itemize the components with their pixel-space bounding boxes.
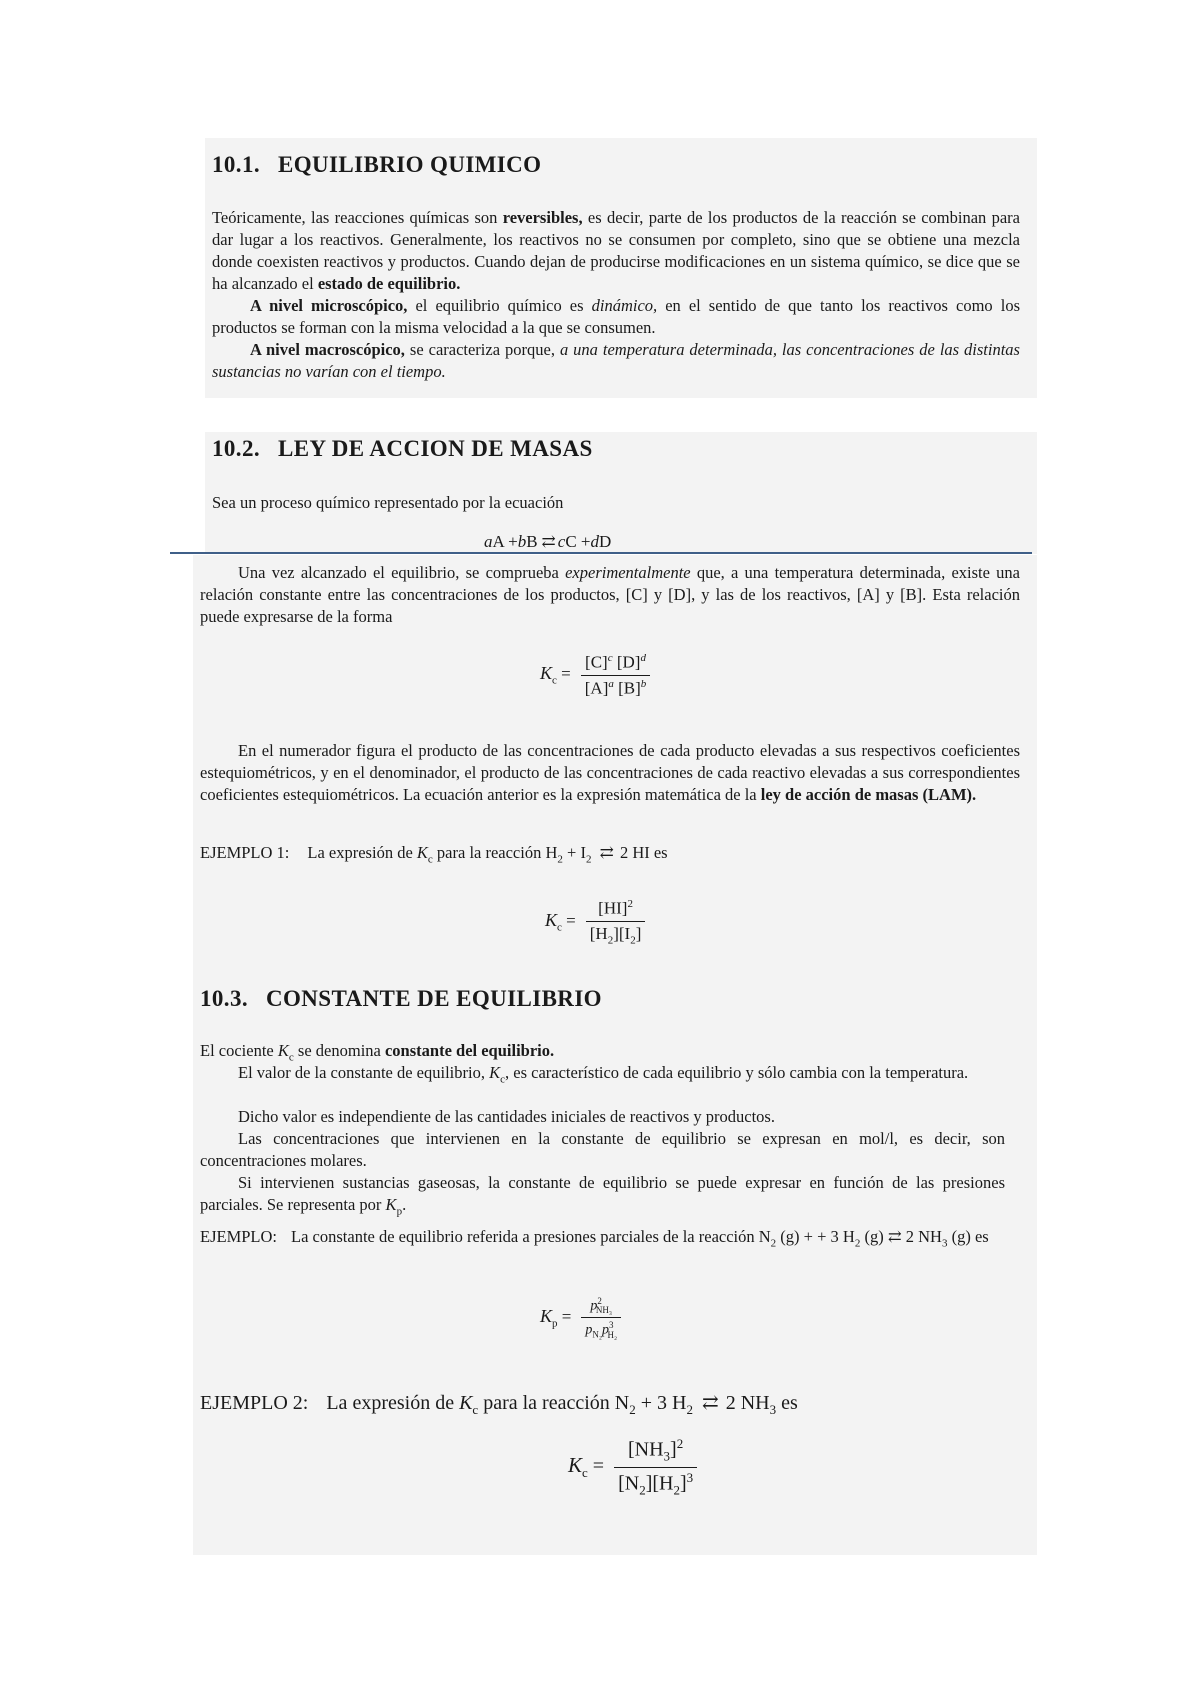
paragraph: El cociente $K_c$ se denomina constante del equilibrio. bbox=[200, 1041, 555, 1064]
bold-term: A nivel macroscópico, bbox=[250, 340, 405, 359]
kc-symbol: $K_c$ = bbox=[545, 910, 576, 934]
text: se caracteriza porque, bbox=[404, 340, 560, 359]
denominator: $[N_2][H_2]^3$ bbox=[618, 1469, 694, 1498]
ex2-formula bbox=[568, 1436, 697, 1498]
ex1-formula bbox=[545, 898, 645, 946]
kc-symbol: $K_c$ = bbox=[568, 1453, 605, 1481]
bold-term: A nivel microscópico, bbox=[250, 296, 408, 315]
fraction-bar bbox=[581, 1317, 621, 1318]
horizontal-rule bbox=[170, 552, 1032, 554]
section-heading-10-3 bbox=[200, 986, 602, 1012]
italic-term: dinámico, bbox=[591, 296, 658, 315]
section-number: 10.2. bbox=[212, 436, 260, 461]
bold-term: ley de acción de masas (LAM). bbox=[760, 785, 977, 804]
example-label: EJEMPLO: bbox=[200, 1227, 278, 1246]
numerator: $p^2_{NH_3}$ bbox=[590, 1296, 613, 1316]
paragraph bbox=[212, 207, 1020, 295]
text: en el sentido de que tanto los reactivos como los productos se forman con la misma velocidad a la que se consumen. bbox=[212, 296, 1020, 337]
bold-term: constante del equilibrio. bbox=[384, 1041, 555, 1060]
example-1: EJEMPLO 1: La expresión de $K_c$ para la reacción $H_2 + I_2$ ⇄ 2 HI es bbox=[200, 843, 668, 866]
kp-symbol: $K_p$ = bbox=[540, 1306, 572, 1330]
kp-formula bbox=[540, 1296, 621, 1340]
numerator: $[NH_3]^2$ bbox=[627, 1436, 684, 1464]
kc-formula bbox=[540, 652, 650, 698]
text: el equilibrio químico es bbox=[407, 296, 592, 315]
paragraph bbox=[212, 295, 1020, 339]
coef: c bbox=[557, 532, 566, 551]
text: Teóricamente, las reacciones químicas son bbox=[212, 208, 503, 227]
denominator: $[A]^a$ $[B]^b$ bbox=[584, 677, 647, 698]
fraction-bar bbox=[581, 675, 651, 676]
coef: b bbox=[517, 532, 527, 551]
bold-term: estado de equilibrio. bbox=[317, 274, 461, 293]
fraction bbox=[581, 1296, 621, 1340]
section-title: CONSTANTE DE EQUILIBRIO bbox=[266, 986, 602, 1011]
text: Una vez alcanzado el equilibrio, se comprueba bbox=[238, 563, 566, 582]
equilibrium-arrow: ⇄ bbox=[541, 532, 554, 551]
text: que, a una temperatura determinada, existe una relación constante entre las concentraciones de los productos, [C] y [D], y las de los reactivos, [A] y [B]. Esta relación puede expresarse de la forma bbox=[200, 563, 1020, 626]
example-label: EJEMPLO 1: bbox=[200, 843, 290, 862]
italic-term: a una temperatura determinada, las concentraciones de las distintas sustancias no varían con el tiempo. bbox=[212, 340, 1020, 381]
numerator: $[C]^c$ $[D]^d$ bbox=[585, 652, 646, 672]
species: C + bbox=[565, 532, 591, 551]
section-heading-10-2 bbox=[212, 436, 593, 462]
paragraph: Las concentraciones que intervienen en la constante de equilibrio se expresan en mol/l, es decir, son concentraciones molares. bbox=[200, 1129, 1005, 1170]
paragraph: Sea un proceso químico representado por la ecuación bbox=[212, 493, 564, 512]
fraction-bar bbox=[614, 1467, 697, 1468]
reaction-equation bbox=[484, 532, 611, 552]
example-kp: EJEMPLO: La constante de equilibrio referida a presiones parciales de la reacción $N_2$ (g) + + 3 $H_2$ (g) ⇄ 2 $NH_3$ (g) es bbox=[200, 1227, 989, 1250]
paragraph bbox=[200, 562, 1020, 628]
species: B bbox=[526, 532, 538, 551]
denominator: $p_{N_2}p^3_{H_2}$ bbox=[585, 1320, 618, 1340]
coef: d bbox=[590, 532, 600, 551]
text: En el numerador figura el producto de las concentraciones de cada producto elevadas a sus respectivos coeficientes estequiométricos, y en el denominador, el producto de las concentraciones de cada reactivo elevadas a sus correspondientes coeficientes estequiométricos. La ecuación anterior es la expresión matemática de la bbox=[200, 741, 1020, 804]
fraction bbox=[581, 652, 651, 698]
coef: a bbox=[484, 532, 493, 551]
section-heading-10-1 bbox=[212, 152, 541, 178]
section-number: 10.3. bbox=[200, 986, 248, 1011]
species: D bbox=[599, 532, 612, 551]
fraction-bar bbox=[586, 921, 646, 922]
section-title: LEY DE ACCION DE MASAS bbox=[278, 436, 593, 461]
italic-term: experimentalmente bbox=[565, 563, 691, 582]
section-number: 10.1. bbox=[212, 152, 260, 177]
paragraph: Si intervienen sustancias gaseosas, la constante de equilibrio se puede expresar en función de las presiones parciales. Se representa por $K_p$. bbox=[200, 1173, 1005, 1218]
example-2: EJEMPLO 2: La expresión de $K_c$ para la reacción $N_2 + 3$ $H_2$ ⇄ 2 $NH_3$ es bbox=[200, 1392, 798, 1417]
paragraph bbox=[200, 740, 1020, 806]
paragraph: Dicho valor es independiente de las cantidades iniciales de reactivos y productos. bbox=[238, 1107, 775, 1126]
bold-term: reversibles, bbox=[502, 208, 583, 227]
species: A + bbox=[492, 532, 518, 551]
kc-symbol: $K_c$ = bbox=[540, 663, 571, 687]
fraction bbox=[586, 898, 646, 946]
fraction bbox=[614, 1436, 697, 1498]
paragraph: El valor de la constante de equilibrio, $K_c$, es característico de cada equilibrio y sólo cambia con la temperatura. bbox=[238, 1063, 969, 1086]
text: es decir, parte de los productos de la reacción se combinan para dar lugar a los reactivos. Generalmente, los reactivos no se consumen por completo, sino que se obtiene una mezcla donde coexisten reactivos y productos. Cuando dejan de producirse modificaciones en un sistema químico, se dice que se ha alcanzado el bbox=[212, 208, 1020, 293]
example-label: EJEMPLO 2: bbox=[200, 1392, 309, 1414]
section-title: EQUILIBRIO QUIMICO bbox=[278, 152, 542, 177]
paragraph bbox=[212, 339, 1020, 383]
denominator: $[H_2][I_2]$ bbox=[589, 923, 642, 947]
numerator: [HI]$^2$ bbox=[598, 898, 633, 918]
